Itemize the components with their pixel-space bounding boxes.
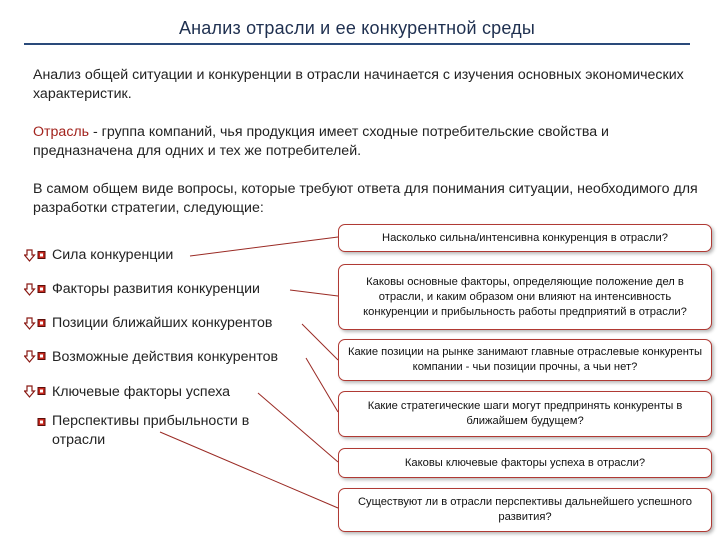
arrow-bullet-icon bbox=[24, 350, 48, 364]
factor-item: Ключевые факторы успеха bbox=[52, 384, 231, 400]
arrow-bullet-icon bbox=[24, 385, 48, 399]
square-bullet-icon bbox=[24, 416, 48, 430]
questions-intro-paragraph: В самом общем виде вопросы, которые требуют ответа для понимания ситуации, необходимого для разработки стратегии, следующие: bbox=[33, 181, 698, 216]
connector-line bbox=[290, 290, 338, 296]
question-box: Какие стратегические шаги могут предпринять конкуренты в ближайшем будущем? bbox=[338, 391, 712, 437]
question-box: Каковы основные факторы, определяющие положение дел в отрасли, и каким образом они влияют на интенсивность конкуренции и прибыльность работы предприятий в отрасли? bbox=[338, 264, 712, 330]
factor-item: Факторы развития конкуренции bbox=[52, 281, 260, 297]
question-box: Насколько сильна/интенсивна конкуренция в отрасли? bbox=[338, 224, 712, 252]
definition-text: - группа компаний, чья продукция имеет сходные потребительские свойства и предназначена для одних и тех же потребителей. bbox=[33, 124, 609, 159]
question-box: Какие позиции на рынке занимают главные отраслевые конкуренты компании - чьи позиции прочны, а чьи нет? bbox=[338, 339, 712, 381]
arrow-bullet-icon bbox=[24, 283, 48, 297]
connector-line bbox=[302, 324, 338, 360]
question-box: Каковы ключевые факторы успеха в отрасли? bbox=[338, 448, 712, 478]
question-box: Существуют ли в отрасли перспективы дальнейшего успешного развития? bbox=[338, 488, 712, 532]
factor-item: Позиции ближайших конкурентов bbox=[52, 315, 273, 331]
definition-term: Отрасль bbox=[33, 124, 90, 140]
factor-item: Сила конкуренции bbox=[52, 247, 174, 263]
connector-line bbox=[190, 237, 338, 256]
intro-paragraph: Анализ общей ситуации и конкуренции в отрасли начинается с изучения основных экономических характеристик. bbox=[33, 67, 684, 102]
connector-line bbox=[306, 358, 338, 412]
page-title: Анализ отрасли и ее конкурентной среды bbox=[178, 18, 536, 38]
factor-item: Перспективы прибыльности в отрасли bbox=[52, 413, 250, 448]
arrow-bullet-icon bbox=[24, 317, 48, 331]
factor-item: Возможные действия конкурентов bbox=[52, 349, 279, 365]
arrow-bullet-icon bbox=[24, 249, 48, 263]
